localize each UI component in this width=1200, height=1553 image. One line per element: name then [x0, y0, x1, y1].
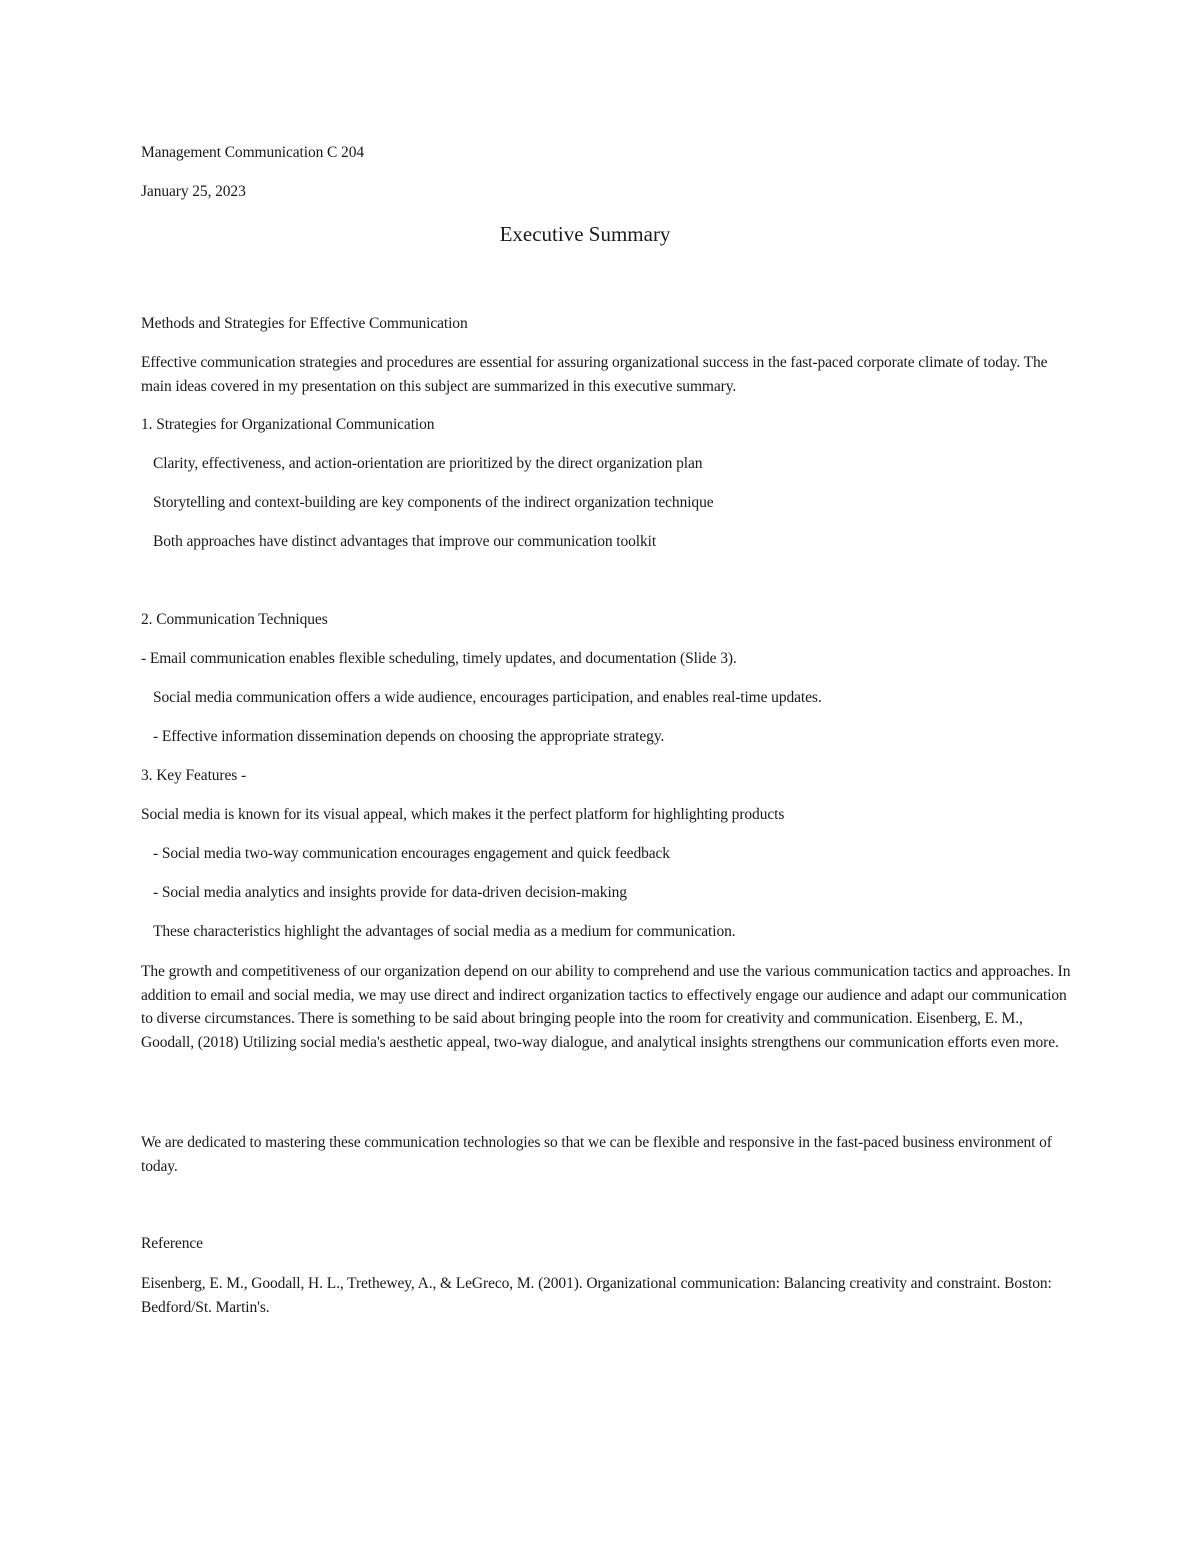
document-title: Executive Summary [499, 222, 671, 246]
section3-item: - Social media analytics and insights provide for data-driven decision-making [153, 884, 627, 901]
date-line: January 25, 2023 [141, 183, 246, 200]
conclusion-paragraph: The growth and competitiveness of our organization depend on our ability to comprehend and use the various communication tactics and approaches. In addition to email and social media, we may use direct and indirect organization tactics to effectively engage our audience and adapt our communication to diverse circumstances. There is something to be said about bringing people into the room for creativity and communication. Eisenberg, E. M., Goodall, (2018) Utilizing social media's aesthetic appeal, two-way dialogue, and analytical insights strengthens our communication efforts even more. [141, 963, 1071, 1051]
closing-paragraph: We are dedicated to mastering these communication technologies so that we can be flexible and responsive in the fast-paced business environment of today. [141, 1134, 1052, 1175]
intro-paragraph: Effective communication strategies and procedures are essential for assuring organizational success in the fast-paced corporate climate of today. The main ideas covered in my presentation on this subject are summarized in this executive summary. [141, 354, 1048, 395]
section1-item: Storytelling and context-building are key components of the indirect organization technique [153, 494, 714, 511]
section2-heading: 2. Communication Techniques [141, 611, 328, 628]
reference-citation: Eisenberg, E. M., Goodall, H. L., Trethewey, A., & LeGreco, M. (2001). Organizational communication: Balancing creativity and constraint. Boston: Bedford/St. Martin's. [141, 1275, 1052, 1316]
section2-item: - Email communication enables flexible scheduling, timely updates, and documentation (Slide 3). [141, 650, 737, 667]
section1-item: Both approaches have distinct advantages that improve our communication toolkit [153, 533, 657, 550]
section3-item: - Social media two-way communication encourages engagement and quick feedback [153, 845, 670, 862]
section1-item: Clarity, effectiveness, and action-orientation are prioritized by the direct organization plan [153, 455, 703, 472]
section1-heading: 1. Strategies for Organizational Communication [141, 416, 435, 433]
section3-lead: Social media is known for its visual appeal, which makes it the perfect platform for highlighting products [141, 806, 785, 823]
reference-heading: Reference [141, 1235, 203, 1252]
section2-item: Social media communication offers a wide audience, encourages participation, and enables real-time updates. [153, 689, 822, 706]
section3-item: These characteristics highlight the advantages of social media as a medium for communication. [153, 923, 736, 940]
section2-item: - Effective information dissemination depends on choosing the appropriate strategy. [153, 728, 665, 745]
section-heading: Methods and Strategies for Effective Communication [141, 315, 468, 332]
section3-heading: 3. Key Features - [141, 767, 247, 784]
course-line: Management Communication C 204 [141, 144, 365, 161]
